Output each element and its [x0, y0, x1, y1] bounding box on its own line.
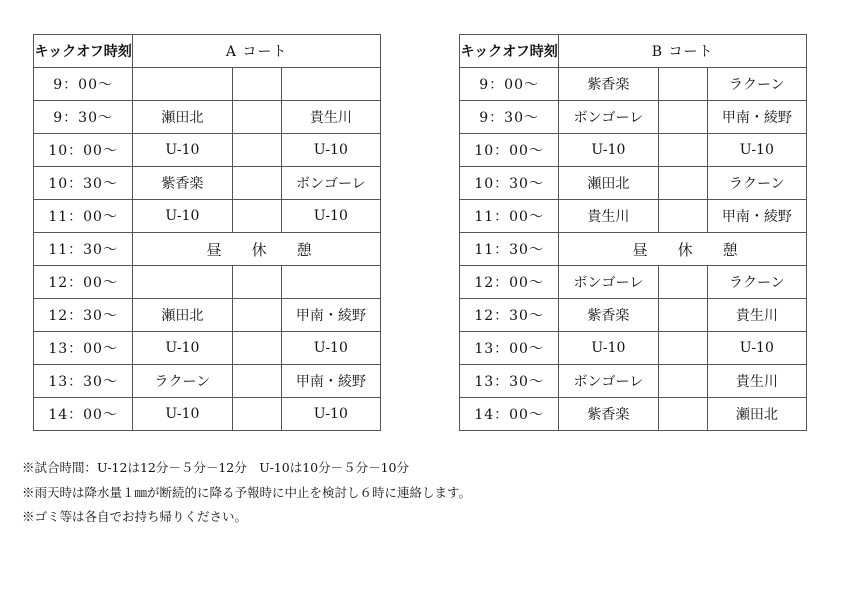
kickoff-time-header: キックオフ時刻 — [34, 35, 133, 68]
team-2-cell: ラクーン — [707, 167, 806, 200]
score-cell — [658, 299, 707, 332]
schedule-row — [460, 332, 807, 365]
schedule-row — [34, 365, 381, 398]
kickoff-time: 9：00～ — [460, 68, 559, 101]
team-1-cell: U-10 — [133, 332, 232, 365]
schedule-row — [34, 134, 381, 167]
schedule-row — [460, 134, 807, 167]
kickoff-time: 10：00～ — [34, 134, 133, 167]
kickoff-time-header: キックオフ時刻 — [460, 35, 559, 68]
team-2-cell: 甲南・綾野 — [707, 101, 806, 134]
team-2-cell: U-10 — [707, 332, 806, 365]
schedule-row — [34, 68, 381, 101]
schedule-row — [34, 233, 381, 266]
score-cell — [232, 167, 281, 200]
schedule-row — [460, 167, 807, 200]
team-2-cell: 貴生川 — [707, 365, 806, 398]
kickoff-time: 11：00～ — [460, 200, 559, 233]
schedule-row — [34, 332, 381, 365]
kickoff-time: 10：30～ — [460, 167, 559, 200]
header-row — [460, 35, 807, 68]
schedule-row — [34, 167, 381, 200]
score-cell — [658, 332, 707, 365]
schedule-row — [460, 233, 807, 266]
team-2-cell: 甲南・綾野 — [281, 299, 380, 332]
kickoff-time: 9：30～ — [460, 101, 559, 134]
score-cell — [658, 398, 707, 431]
lunch-break-label: 昼休憩 — [632, 240, 768, 259]
header-row — [34, 35, 381, 68]
schedule-row — [460, 266, 807, 299]
team-2-cell — [281, 68, 380, 101]
kickoff-time: 11：30～ — [34, 233, 133, 266]
kickoff-time: 14：00～ — [34, 398, 133, 431]
court-b-schedule-table — [459, 34, 807, 431]
team-1-cell: 紫香楽 — [133, 167, 232, 200]
kickoff-time: 10：00～ — [460, 134, 559, 167]
team-2-cell: ラクーン — [707, 68, 806, 101]
lunch-break-cell — [559, 233, 807, 266]
team-1-cell: U-10 — [559, 134, 658, 167]
score-cell — [658, 134, 707, 167]
score-cell — [232, 299, 281, 332]
schedule-row — [460, 200, 807, 233]
schedule-row — [460, 68, 807, 101]
score-cell — [658, 200, 707, 233]
schedule-row — [460, 365, 807, 398]
schedule-row — [460, 101, 807, 134]
court-title: B コート — [559, 35, 807, 68]
schedule-row — [34, 266, 381, 299]
score-cell — [232, 200, 281, 233]
score-cell — [232, 101, 281, 134]
lunch-break-cell — [133, 233, 381, 266]
team-1-cell: 貴生川 — [559, 200, 658, 233]
court-a-body — [34, 35, 381, 431]
team-1-cell: 瀬田北 — [559, 167, 658, 200]
kickoff-time: 10：30～ — [34, 167, 133, 200]
team-1-cell: ラクーン — [133, 365, 232, 398]
score-cell — [232, 365, 281, 398]
score-cell — [658, 167, 707, 200]
kickoff-time: 13：00～ — [460, 332, 559, 365]
team-1-cell: 瀬田北 — [133, 299, 232, 332]
kickoff-time: 12：00～ — [460, 266, 559, 299]
team-1-cell: 紫香楽 — [559, 299, 658, 332]
schedule-row — [34, 299, 381, 332]
kickoff-time: 14：00～ — [460, 398, 559, 431]
team-2-cell: U-10 — [281, 134, 380, 167]
team-2-cell: ラクーン — [707, 266, 806, 299]
team-2-cell: 甲南・綾野 — [707, 200, 806, 233]
schedule-row — [460, 299, 807, 332]
team-2-cell: 甲南・綾野 — [281, 365, 380, 398]
team-1-cell: ボンゴーレ — [559, 101, 658, 134]
team-2-cell: ボンゴーレ — [281, 167, 380, 200]
note-rain-policy: ※雨天時は降水量１㎜が断続的に降る予報時に中止を検討し６時に連絡します。 — [22, 484, 472, 500]
team-1-cell: 瀬田北 — [133, 101, 232, 134]
court-a-schedule-table — [33, 34, 381, 431]
score-cell — [658, 68, 707, 101]
kickoff-time: 13：00～ — [34, 332, 133, 365]
kickoff-time: 9：30～ — [34, 101, 133, 134]
team-2-cell: 貴生川 — [707, 299, 806, 332]
kickoff-time: 11：30～ — [460, 233, 559, 266]
score-cell — [232, 68, 281, 101]
team-2-cell: 瀬田北 — [707, 398, 806, 431]
team-2-cell: U-10 — [281, 398, 380, 431]
kickoff-time: 12：30～ — [34, 299, 133, 332]
team-1-cell: 紫香楽 — [559, 68, 658, 101]
note-garbage: ※ゴミ等は各自でお持ち帰りください。 — [22, 509, 248, 524]
team-1-cell: ボンゴーレ — [559, 365, 658, 398]
notes-section — [22, 456, 471, 530]
note-match-duration: ※試合時間：U-12は12分－５分－12分 U-10は10分－５分－10分 — [22, 460, 410, 475]
team-1-cell: ボンゴーレ — [559, 266, 658, 299]
team-1-cell — [133, 68, 232, 101]
team-1-cell — [133, 266, 232, 299]
court-title: A コート — [133, 35, 381, 68]
schedule-row — [34, 101, 381, 134]
lunch-break-label: 昼休憩 — [206, 240, 342, 259]
team-1-cell: U-10 — [133, 200, 232, 233]
team-2-cell: U-10 — [281, 332, 380, 365]
team-2-cell: 貴生川 — [281, 101, 380, 134]
score-cell — [658, 365, 707, 398]
score-cell — [232, 398, 281, 431]
score-cell — [658, 266, 707, 299]
court-b-body — [460, 35, 807, 431]
team-1-cell: U-10 — [133, 134, 232, 167]
team-2-cell: U-10 — [281, 200, 380, 233]
team-1-cell: 紫香楽 — [559, 398, 658, 431]
kickoff-time: 11：00～ — [34, 200, 133, 233]
team-2-cell — [281, 266, 380, 299]
schedule-row — [34, 398, 381, 431]
team-1-cell: U-10 — [559, 332, 658, 365]
schedule-row — [34, 200, 381, 233]
kickoff-time: 12：00～ — [34, 266, 133, 299]
score-cell — [232, 266, 281, 299]
team-1-cell: U-10 — [133, 398, 232, 431]
kickoff-time: 13：30～ — [460, 365, 559, 398]
kickoff-time: 12：30～ — [460, 299, 559, 332]
score-cell — [232, 134, 281, 167]
schedule-row — [460, 398, 807, 431]
kickoff-time: 13：30～ — [34, 365, 133, 398]
kickoff-time: 9：00～ — [34, 68, 133, 101]
team-2-cell: U-10 — [707, 134, 806, 167]
score-cell — [232, 332, 281, 365]
score-cell — [658, 101, 707, 134]
